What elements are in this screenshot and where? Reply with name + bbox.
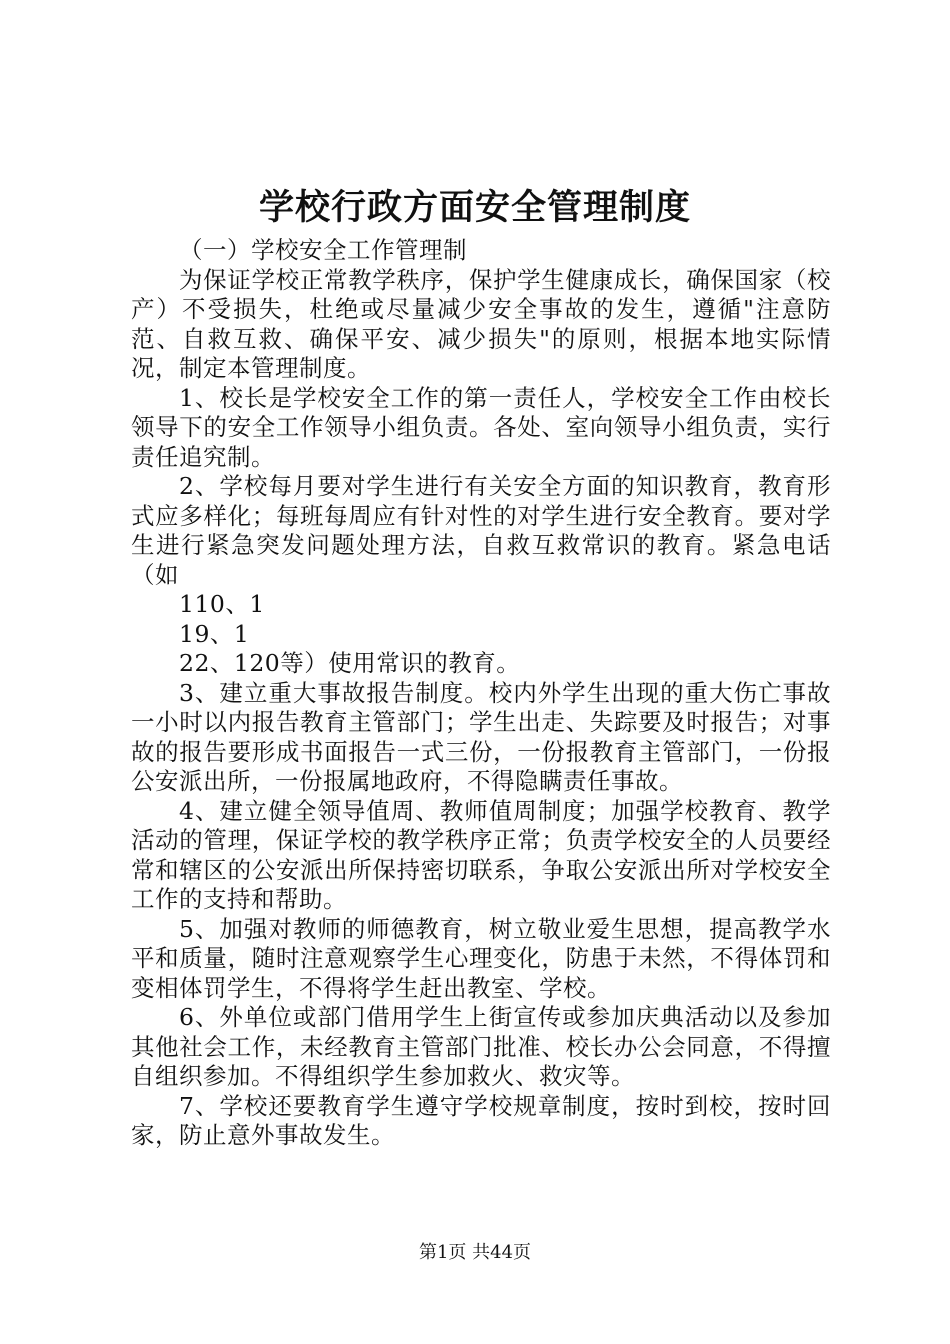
rule-paragraph-5: 5、加强对教师的师德教育，树立敬业爱生思想，提高教学水平和质量，随时注意观察学生心理变化，防患于未然，不得体罚和变相体罚学生，不得将学生赶出教室、学校。 <box>131 914 831 1002</box>
phone-line-122: 22、120等）使用常识的教育。 <box>179 649 521 677</box>
rule-paragraph-4: 4、建立健全领导值周、教师值周制度；加强学校教育、教学活动的管理，保证学校的教学秩序正常；负责学校安全的人员要经常和辖区的公安派出所保持密切联系，争取公安派出所对学校安全工作的支持和帮助。 <box>131 796 831 913</box>
rule-paragraph-3: 3、建立重大事故报告制度。校内外学生出现的重大伤亡事故一小时以内报告教育主管部门；学生出走、失踪要及时报告；对事故的报告要形成书面报告一式三份，一份报教育主管部门，一份报公安派出所，一份报属地政府，不得隐瞒责任事故。 <box>131 678 831 795</box>
section-heading: （一）学校安全工作管理制 <box>179 236 467 264</box>
page-number-footer: 第1页 共44页 <box>418 1242 532 1263</box>
phone-line-110: 110、1 <box>179 590 265 618</box>
document-title: 学校行政方面安全管理制度 <box>258 187 691 228</box>
document-body <box>131 236 831 1151</box>
intro-paragraph: 为保证学校正常教学秩序，保护学生健康成长，确保国家（校产）不受损失，杜绝或尽量减少安全事故的发生，遵循"注意防范、自救互救、确保平安、减少损失"的原则，根据本地实际情况，制定本管理制度。 <box>131 265 831 382</box>
rule-paragraph-6: 6、外单位或部门借用学生上街宣传或参加庆典活动以及参加其他社会工作，未经教育主管部门批准、校长办公会同意，不得擅自组织参加。不得组织学生参加救火、救灾等。 <box>131 1003 831 1090</box>
rule-paragraph-7: 7、学校还要教育学生遵守学校规章制度，按时到校，按时回家，防止意外事故发生。 <box>131 1091 831 1149</box>
rule-paragraph-1: 1、校长是学校安全工作的第一责任人，学校安全工作由校长领导下的安全工作领导小组负责。各处、室向领导小组负责，实行责任追究制。 <box>131 383 831 471</box>
phone-line-119: 19、1 <box>179 619 250 648</box>
rule-paragraph-2: 2、学校每月要对学生进行有关安全方面的知识教育，教育形式应多样化；每班每周应有针对性的对学生进行安全教育。要对学生进行紧急突发问题处理方法，自救互救常识的教育。紧急电话（如 <box>131 472 831 589</box>
